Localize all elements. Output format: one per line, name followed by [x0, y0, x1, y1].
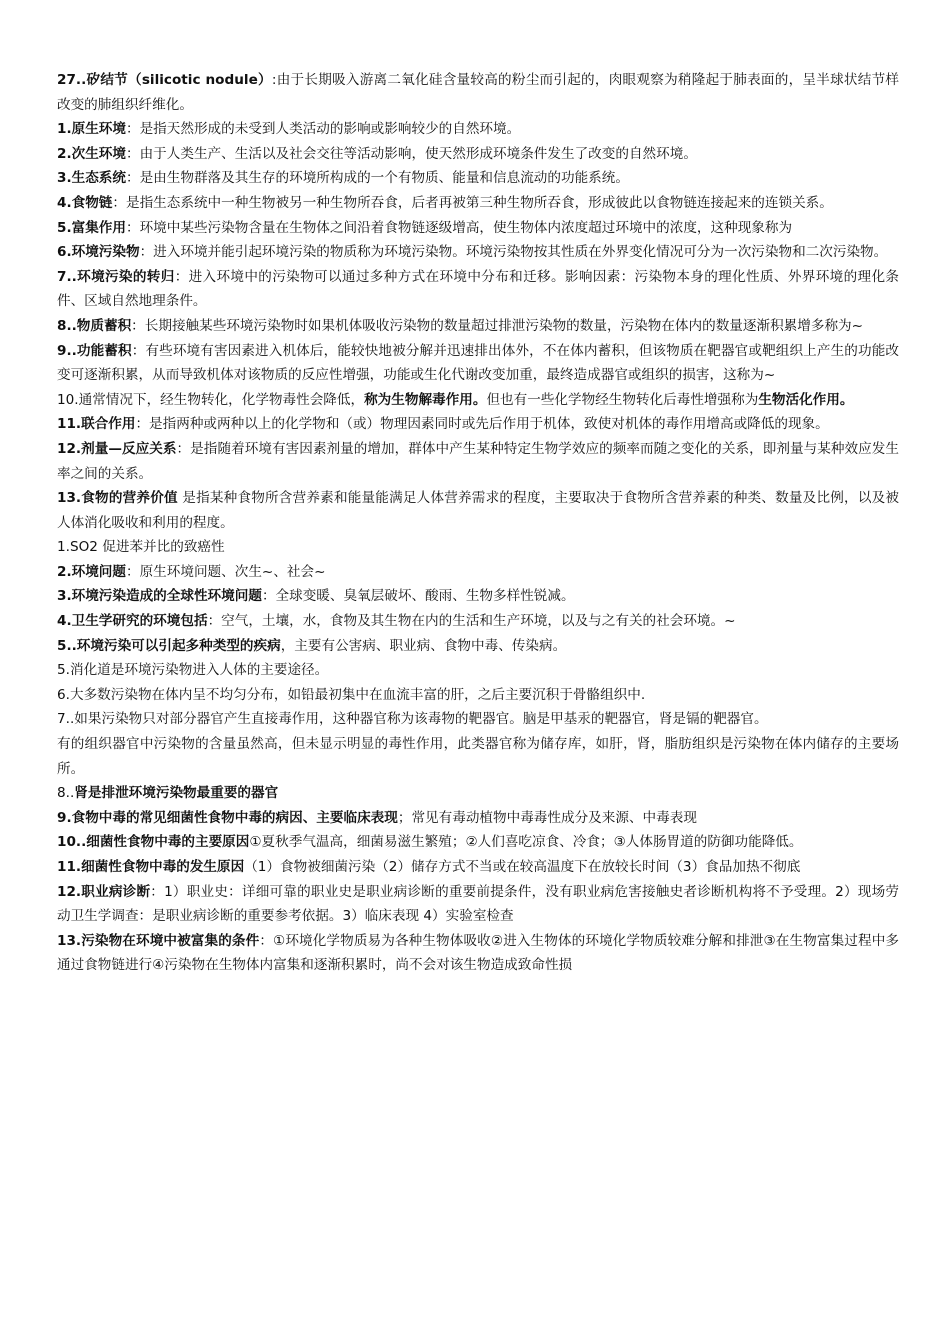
entry-disease-types: [57, 634, 899, 659]
entry-text: ：进入环境中的污染物可以通过多种方式在环境中分布和迁移。影响因素：污染物本身的理化性质、外界环境的理化条件、区域自然地理条件。: [57, 268, 899, 310]
entry-heading: 6.环境污染物: [57, 244, 140, 261]
entry-so2: [57, 535, 899, 560]
entry-text: 有的组织器官中污染物的含量虽然高，但未显示明显的毒性作用，此类器官称为储存库，如肝，肾，脂肪组织是污染物在体内储存的主要场所。: [57, 736, 899, 777]
entry-text: ：全球变暖、臭氧层破坏、酸雨、生物多样性锐减。: [261, 588, 575, 605]
entry-primary-environment: [57, 117, 899, 142]
entry-heading: 5..环境污染可以引起多种类型的疾病: [57, 637, 281, 654]
entry-occupational-diagnosis: [57, 880, 899, 929]
entry-kidney-excretion: [57, 781, 899, 806]
entry-text: ：有些环境有害因素进入机体后，能较快地被分解并迅速排出体外，不在体内蓄积，但该物质在靶器官或靶组织上产生的功能改变可逐渐积累，从而导致机体对该物质的反应性增强，功能或生化代谢改变加重，最终造成器官或组织的损害，这称为~: [57, 342, 899, 384]
entry-text: ：原生环境问题、次生~、社会~: [126, 563, 326, 580]
entry-heading: 11.联合作用: [57, 416, 136, 433]
entry-text: ：由于人类生产、生活以及社会交往等活动影响，使天然形成环境条件发生了改变的自然环境。: [126, 145, 697, 162]
document-page: [57, 68, 899, 978]
entry-global-issues: [57, 584, 899, 609]
entry-heading: 12.职业病诊断: [57, 883, 151, 900]
entry-heading: 27..矽结节（silicotic nodule）: [57, 72, 272, 88]
entry-joint-action: [57, 412, 899, 437]
entry-text: ，主要有公害病、职业病、食物中毒、传染病。: [280, 637, 567, 654]
entry-ecosystem: [57, 166, 899, 191]
entry-heading: 3.生态系统: [57, 170, 126, 187]
entry-bold-term: 肾是排泄环境污染物最重要的器官: [74, 785, 279, 802]
entry-food-chain: [57, 191, 899, 216]
entry-heading: 11.细菌性食物中毒的发生原因: [57, 859, 245, 875]
entry-heading: 4.卫生学研究的环境包括: [57, 613, 208, 630]
entry-biotransformation: [57, 388, 899, 413]
entry-heading: 8..物质蓄积: [57, 317, 132, 334]
entry-pollution-fate: [57, 265, 899, 314]
entry-environmental-pollutant: [57, 240, 899, 265]
entry-heading: 13.污染物在环境中被富集的条件: [57, 932, 260, 949]
entry-text: ；常见有毒动植物中毒毒性成分及来源、中毒表现: [397, 809, 697, 826]
entry-food-poisoning-causes: [57, 806, 899, 831]
entry-heading: 1.原生环境: [57, 121, 126, 138]
entry-text: ：是由生物群落及其生存的环境所构成的一个有物质、能量和信息流动的功能系统。: [126, 170, 629, 187]
entry-heading: 3.环境污染造成的全球性环境问题: [57, 588, 262, 605]
entry-bacterial-occurrence: [57, 855, 899, 880]
entry-digestive-route: [57, 658, 899, 683]
entry-text: 但也有一些化学物经生物转化后毒性增强称为: [486, 391, 759, 408]
entry-heading: 2.环境问题: [57, 563, 126, 580]
entry-text: ：是指天然形成的未受到人类活动的影响或影响较少的自然环境。: [126, 121, 521, 138]
entry-text: 10.通常情况下，经生物转化，化学物毒性会降低，: [57, 391, 365, 408]
entry-nutritional-value: [57, 486, 899, 535]
entry-hygiene-environment: [57, 609, 899, 634]
entry-heading: 9..功能蓄积: [57, 342, 132, 359]
entry-heading: 7..环境污染的转归: [57, 268, 175, 285]
entry-silicotic-nodule: [57, 68, 899, 117]
entry-text: ：是指生态系统中一种生物被另一种生物所吞食，后者再被第三种生物所吞食，形成彼此以食物链连接起来的连锁关系。: [112, 194, 833, 211]
entry-text: 8..: [57, 785, 75, 802]
entry-environmental-issues: [57, 560, 899, 585]
entry-text: ：是指随着环境有害因素剂量的增加，群体中产生某种特定生物学效应的频率而随之变化的关系，即剂量与某种效应发生率之间的关系。: [57, 440, 899, 482]
entry-text: 是指某种食物所含营养素和能量能满足人体营养需求的程度，主要取决于食物所含营养素的种类、数量及比例，以及被人体消化吸收和利用的程度。: [57, 490, 899, 531]
entry-heading: 13.食物的营养价值: [57, 490, 178, 507]
entry-text: ①夏秋季气温高，细菌易滋生繁殖；②人们喜吃凉食、冷食；③人体肠胃道的防御功能降低。: [249, 834, 803, 851]
entry-bioaccumulation: [57, 216, 899, 241]
entry-text: :由于长期吸入游离二氧化硅含量较高的粉尘而引起的，肉眼观察为稍隆起于肺表面的，呈半球状结节样改变的肺组织纤维化。: [57, 72, 900, 113]
entry-heading: 4.食物链: [57, 194, 113, 211]
entry-text: ：①环境化学物质易为各种生物体吸收②进入生物体的环境化学物质较难分解和排泄③在生物富集过程中多通过食物链进行④污染物在生物体内富集和逐渐积累时，尚不会对该生物造成致命性损: [57, 932, 899, 974]
entry-text: ：长期接触某些环境污染物时如果机体吸收污染物的数量超过排泄污染物的数量，污染物在体内的数量逐渐积累增多称为~: [131, 317, 864, 334]
entry-bacterial-main-causes: [57, 830, 899, 855]
entry-text: ：进入环境并能引起环境污染的物质称为环境污染物。环境污染物按其性质在外界变化情况可分为一次污染物和二次污染物。: [139, 244, 888, 261]
entry-heading: 12.剂量—反应关系: [57, 440, 177, 457]
entry-distribution: [57, 683, 899, 708]
entry-heading: 9.食物中毒的常见细菌性食物中毒的病因、主要临床表现: [57, 809, 398, 826]
entry-functional-accumulation: [57, 339, 899, 388]
entry-text: 6.大多数污染物在体内呈不均匀分布，如铅最初集中在血流丰富的肝，之后主要沉积于骨骼组织中.: [57, 686, 646, 703]
entry-dose-response: [57, 437, 899, 486]
entry-enrichment-conditions: [57, 929, 899, 978]
entry-text: ：空气，土壤，水，食物及其生物在内的生活和生产环境，以及与之有关的社会环境。~: [207, 613, 736, 630]
entry-bold-term: 生物活化作用。: [758, 391, 854, 408]
entry-text: 7..如果污染物只对部分器官产生直接毒作用，这种器官称为该毒物的靶器官。脑是甲基汞的靶器官，肾是镉的靶器官。: [57, 711, 768, 728]
entry-heading: 5.富集作用: [57, 219, 126, 236]
entry-bold-term: 称为生物解毒作用。: [364, 391, 487, 408]
entry-heading: 10..细菌性食物中毒的主要原因: [57, 834, 250, 851]
entry-heading: 2.次生环境: [57, 145, 126, 162]
entry-secondary-environment: [57, 142, 899, 167]
entry-text: （1）食物被细菌污染（2）储存方式不当或在较高温度下在放较长时间（3）食品加热不彻底: [244, 859, 801, 875]
entry-text: ：环境中某些污染物含量在生物体之间沿着食物链逐级增高，使生物体内浓度超过环境中的浓度，这种现象称为: [126, 219, 793, 236]
entry-material-accumulation: [57, 314, 899, 339]
entry-text: ：是指两种或两种以上的化学物和（或）物理因素同时或先后作用于机体，致使对机体的毒作用增高或降低的现象。: [135, 416, 829, 433]
entry-text: ：1）职业史：详细可靠的职业史是职业病诊断的重要前提条件，没有职业病危害接触史者诊断机构将不予受理。2）现场劳动卫生学调查：是职业病诊断的重要参考依据。3）临床表现 4）实验室检查: [57, 883, 899, 925]
entry-target-organ: [57, 707, 899, 732]
entry-text: 5.消化道是环境污染物进入人体的主要途径。: [57, 662, 329, 679]
entry-text: 1.SO2 促进苯并比的致癌性: [57, 539, 225, 556]
entry-storage-depot: [57, 732, 899, 781]
